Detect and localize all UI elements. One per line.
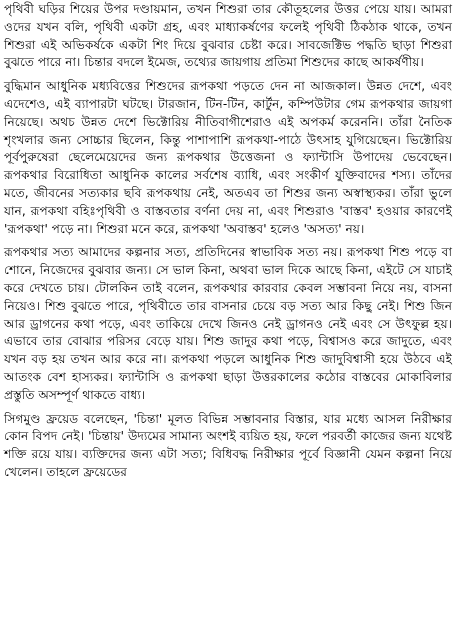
paragraph-3: রূপকথার সত্য আমাদের কল্পনার সত্য, প্রতিদিনের স্বাভাবিক সত্য নয়। রূপকথা শিশু পড়ে বা শোনে, নিজেদের বুঝবার জন্য। সে ভাল কিনা, অথবা ভাল দিকে আছে কিনা, এইটে সে যাচাই করে দেখতে চায়। টোলকিন তাই বলেন, রূপকথার কারবার কেবল সম্ভাবনা নিয়ে নয়, বাসনা নিয়েও। শিশু বুঝতে পারে, পৃথিবীতে তার বাসনার চেয়ে বড় সত্য আর কিছু নেই। শিশু জিন আর ড্রাগনের কথা পড়ে, এবং তাকিয়ে দেখে জিনও নেই ড্রাগনও নেই এবং সে উৎফুল্ল হয়। এভাবে তার বোঝার পরিসর বেড়ে যায়। শিশু জাদুর কথা পড়ে, বিশ্বাসও করে জাদুতে, এবং যখন বড় হয় তখন আর করে না। রূপকথা পড়লে আধুনিক শিশু জাদুবিশ্বাসী হয়ে উঠবে এই আতংক বেশ হাস্যকর। ফ্যান্টাসি ও রূপকথা ছাড়া উত্তরকালের কঠোর বাস্তবের মোকাবিলার প্রস্তুতি অসম্পূর্ণ থাকতে বাধ্য। — [4, 245, 452, 402]
paragraph-2: বুদ্ধিমান আধুনিক মধ্যবিত্তের শিশুদের রূপকথা পড়তে দেন না আজকাল। উন্নত দেশে, এবং এদেশেও, এই ব্যাপারটা ঘটছে। টারজান, টিন-টিন, কার্টুন, কম্পিউটার গেম রূপকথার জায়গা নিয়েছে। অথচ উন্নত দেশে ভিক্টোরিয় নীতিবাগীশেরাও এই অপকর্ম করেননি। তাঁরা নৈতিক শৃংখলার জন্য সোচ্চার ছিলেন, কিন্তু পাশাপাশি রূপকথা-পাঠে উৎসাহ যুগিয়েছেন। ভিক্টোরিয় পূর্বপুরুষেরা ছেলেমেয়েদের জন্য রূপকথার উত্তেজনা ও ফ্যান্টাসি উপাদেয় ভেবেছেন। রূপকথার বিরোধিতা আধুনিক কালের সর্বশেষ ব্যাধি, এবং সংকীর্ণ যুক্তিবাদের শস্য। তাঁদের মতে, জীবনের সত্যকার ছবি রূপকথায় নেই, অতএব তা শিশুর জন্য অস্বাস্থ্যকর। তাঁরা ভুলে যান, রূপকথা বহিঃপৃথিবী ও বাস্তবতার বর্ণনা দেয় না, এবং শিশুরাও 'বাস্তব' হওয়ার কারণেই 'রূপকথা' পড়ে না। শিশুরা মনে করে, রূপকথা 'অবাস্তব' হলেও 'অসত্য' নয়। — [4, 79, 452, 236]
paragraph-1: পৃথিবী ঘড়ির শিয়ের উপর দণ্ডায়মান, তখন শিশুরা তার কৌতূহলের উত্তর পেয়ে যায়। আমরা ওদের যখন বলি, পৃথিবী একটা গ্রহ, এবং মাধ্যাকর্ষণের ফলেই পৃথিবী ঠিকঠাক থাকে, তখন শিশুরা এই অভিকর্ষকে একটা শিং দিয়ে বুঝবার চেষ্টা করে। সাবজেক্টিভ পদ্ধতি ছাড়া শিশুরা বুঝতে পারে না। চিন্তার বদলে ইমেজ, তথ্যের জায়গায় প্রতিমা শিশুদের কাছে আকর্ষণীয়। — [4, 2, 452, 70]
paragraph-4: সিগমুণ্ড ফ্রয়েড বলেছেন, 'চিন্তা' মূলত বিভিন্ন সম্ভাবনার বিস্তার, যার মধ্যে আসল নিরীক্ষার কোন বিপদ নেই। 'চিন্তায়' উদ্যমের সামান্য অংশই ব্যয়িত হয়, ফলে পরবর্তী কাজের জন্য যথেষ্ট শক্তি রয়ে যায়। ব্যক্তিদের জন্য এটা সত্য; বিধিবদ্ধ নিরীক্ষার পূর্বে বিজ্ঞানী যেমন কল্পনা নিয়ে খেলেন। তাহলে ফ্রয়েডের — [4, 411, 452, 479]
